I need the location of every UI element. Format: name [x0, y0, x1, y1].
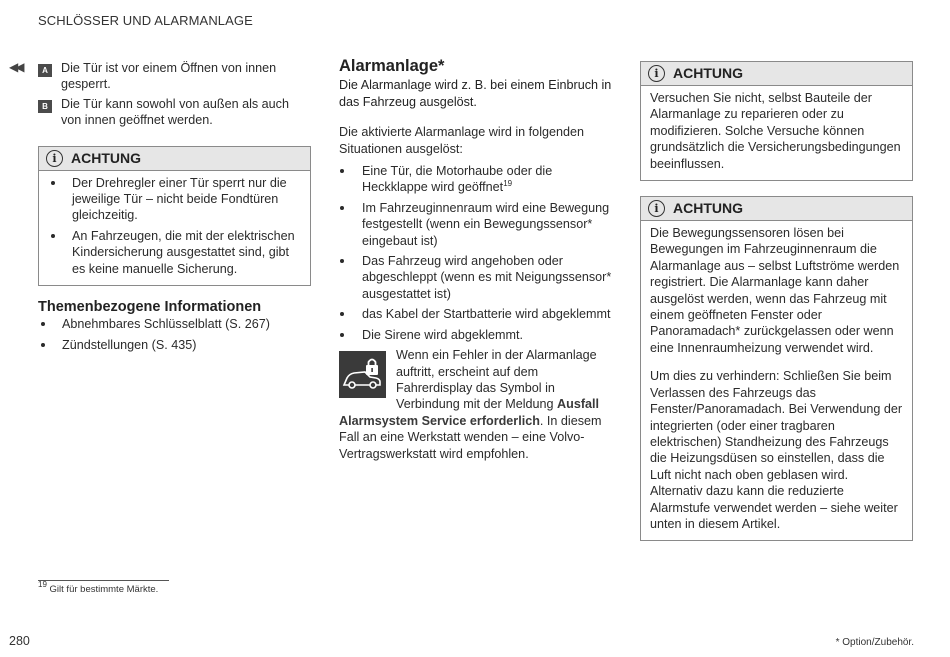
info-icon: i — [648, 200, 665, 217]
alarm-fault-text-end: . In diesem Fall an eine Werkstatt wenden – eine Volvo-Vertragswerkstatt wird empfohlen. — [339, 413, 602, 461]
warning-header — [641, 197, 912, 221]
warning-text: Um dies zu verhindern: Schließen Sie beim Verlassen des Fahrzeugs das Fenster/Panoramadach. Bei Verwendung der integrierten (oder einer tragbaren elektrischen) Standheizung des Fahrzeugs die Heizungsdüsen so einstellen, dass die Luft nicht nach oben geblasen wird. Alternativ dazu kann die reduzierte Alarmstufe verwendet werden – siehe weiter unten in diesem Artikel. — [650, 369, 903, 531]
warning-body — [641, 86, 912, 180]
related-info — [38, 299, 311, 353]
warning-box-motion-sensor — [640, 196, 913, 541]
door-state-b — [38, 96, 311, 129]
door-state-b-text: Die Tür kann sowohl von außen als auch von innen geöffnet werden. — [61, 96, 289, 128]
warning-title: ACHTUNG — [673, 200, 743, 217]
warning-body — [39, 171, 310, 285]
car-alarm-lock-symbol-icon — [339, 351, 386, 398]
footnote-ref[interactable]: 19 — [503, 179, 513, 189]
footnote-divider — [38, 580, 169, 581]
list-item: Der Drehregler einer Tür sperrt nur die jeweilige Tür – nicht beide Fondtüren gleichzeitig. — [48, 175, 301, 224]
list-item: Die Sirene wird abgeklemmt. — [339, 327, 614, 343]
page-header: SCHLÖSSER UND ALARMANLAGE — [38, 13, 253, 28]
warning-body — [641, 221, 912, 540]
list-item: Im Fahrzeuginnenraum wird eine Bewegung festgestellt (wenn ein Bewegungssensor* eingebaut ist) — [339, 200, 614, 249]
double-chevron-left-icon[interactable]: ◀◀ — [9, 60, 22, 74]
list-item: An Fahrzeugen, die mit der elektrischen Kindersicherung ausgestattet sind, gibt es keine manuelle Sicherung. — [48, 228, 301, 277]
column-middle — [339, 58, 614, 462]
warning-box-child-lock — [38, 146, 311, 286]
related-link-ignition[interactable]: Zündstellungen (S. 435) — [38, 337, 311, 353]
label-a-badge: A — [38, 64, 52, 77]
warning-text: Versuchen Sie nicht, selbst Bauteile der Alarmanlage zu reparieren oder zu modifizieren. Solche Versuche können grundsätzlich die Versicherungsbedingungen beeinflussen. — [650, 91, 901, 171]
option-note: * Option/Zubehör. — [835, 637, 914, 648]
list-item: das Kabel der Startbatterie wird abgeklemmt — [339, 306, 614, 322]
alarm-fault-message: Ausfall Alarmsystem Service erforderlich — [339, 397, 600, 428]
info-icon: i — [648, 65, 665, 82]
section-intro: Die aktivierte Alarmanlage wird in folgenden Situationen ausgelöst: — [339, 125, 585, 156]
footnote — [38, 580, 159, 596]
alarm-fault-paragraph — [339, 347, 614, 462]
alarm-fault-text: Wenn ein Fehler in der Alarmanlage auftritt, erscheint auf dem Fahrerdisplay das Symbol in Verbindung mit der Meldung — [396, 348, 597, 412]
warning-header — [641, 62, 912, 86]
footnote-text: Gilt für bestimmte Märkte. — [49, 584, 159, 595]
footnote-number: 19 — [38, 580, 47, 589]
list-item: Das Fahrzeug wird angehoben oder abgeschleppt (wenn es mit Neigungssensor* ausgestattet ist) — [339, 253, 614, 302]
related-link-key-blade[interactable]: Abnehmbares Schlüsselblatt (S. 267) — [38, 316, 311, 332]
list-item: Eine Tür, die Motorhaube oder die Heckklappe wird geöffnet$^{19}$ — [339, 163, 614, 196]
section-lead: Die Alarmanlage wird z. B. bei einem Einbruch in das Fahrzeug ausgelöst. — [339, 78, 612, 109]
column-right — [640, 61, 913, 541]
warning-box-repair — [640, 61, 913, 181]
info-icon: i — [46, 150, 63, 167]
warning-text: Die Bewegungssensoren lösen bei Bewegungen im Fahrzeuginnenraum die Alarmanlage aus – selbst Luftströme werden registriert. Die Alarmanlage kann daher ausgelöst werden, wenn das Fahrzeug mit einem geöffneten Fenster oder Panoramadach* zurückgelassen oder wenn eine Innenraumheizung verwendet wird. — [650, 226, 900, 355]
door-state-a-text: Die Tür ist vor einem Öffnen von innen gesperrt. — [61, 61, 277, 92]
label-b-badge: B — [38, 100, 52, 113]
trigger-list — [339, 163, 614, 343]
warning-title: ACHTUNG — [71, 149, 141, 166]
warning-title: ACHTUNG — [673, 65, 743, 81]
door-state-a — [38, 60, 311, 93]
related-info-title: Themenbezogene Informationen — [38, 299, 262, 316]
column-left — [38, 60, 311, 357]
page-number: 280 — [9, 634, 30, 648]
warning-header — [39, 147, 310, 171]
section-title: Alarmanlage* — [339, 57, 445, 75]
